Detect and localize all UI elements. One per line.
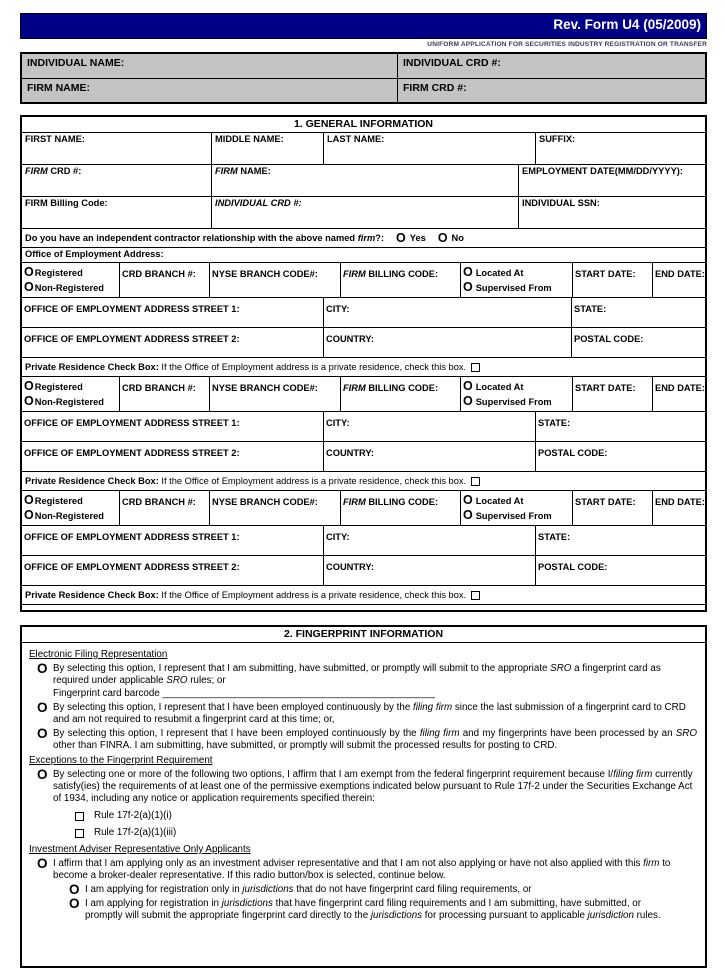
state-label: STATE:: [538, 418, 571, 428]
rule-17f2-iii-checkbox[interactable]: [75, 829, 84, 838]
last-name-field[interactable]: [323, 133, 535, 164]
private-residence-row: [22, 586, 705, 605]
end-date-field[interactable]: [652, 491, 705, 525]
nyse-branch-field[interactable]: [209, 491, 340, 525]
individual-crd-field[interactable]: [211, 197, 518, 228]
start-date-label: START DATE:: [575, 497, 636, 507]
no-radio[interactable]: O: [437, 230, 448, 246]
located-at-radio[interactable]: O: [463, 492, 473, 508]
yes-label: Yes: [409, 233, 426, 243]
country-label: COUNTRY:: [326, 448, 375, 458]
non-registered-radio[interactable]: O: [24, 507, 34, 523]
firm-crd-field[interactable]: [398, 79, 705, 102]
firm-crd-label: FIRM CRD #:: [403, 82, 467, 94]
no-label: No: [451, 233, 464, 243]
city-field[interactable]: [323, 298, 571, 327]
city-label: CITY:: [326, 532, 350, 542]
nyse-branch-label: NYSE BRANCH CODE#:: [212, 497, 318, 507]
option2-text: By selecting this option, I represent that I have been employed continuously by the filing firm since the last submission of a fingerprint card to CRD and am not required to resubmit a fingerprint card at this time; or,: [53, 702, 686, 725]
individual-crd-label: INDIVIDUAL CRD #:: [215, 198, 302, 208]
adviser-option: [29, 858, 699, 882]
yes-radio[interactable]: O: [396, 230, 406, 246]
option3-text: By selecting this option, I represent that I have been employed continuously by the filing firm and my fingerprints have been processed by an SRO other than FINRA. I am submitting, have submitted, or promptly will submit the processed results for posting to CRD.: [53, 728, 697, 751]
supervised-from-label: Supervised From: [475, 510, 552, 521]
rule-17f2-iii-row: [75, 827, 699, 839]
employment-date-label: EMPLOYMENT DATE(MM/DD/YYYY):: [522, 166, 683, 176]
exemption-radio[interactable]: O: [37, 767, 48, 782]
registered-radio[interactable]: O: [24, 378, 34, 394]
registered-label: Registered: [34, 495, 83, 506]
registration-type-cell: [22, 377, 119, 411]
option1-text: By selecting this option, I represent that I am submitting, have submitted, or promptly will submit to the appropriate SRO a fingerprint card as required under applicable SRO rules; or: [53, 663, 661, 686]
crd-branch-label: CRD BRANCH #:: [122, 269, 196, 279]
located-at-label: Located At: [475, 495, 524, 506]
firm-billing-code-field[interactable]: [22, 197, 211, 228]
firm-billing-code-label: FIRM BILLING CODE:: [343, 269, 439, 279]
individual-name-label: INDIVIDUAL NAME:: [27, 57, 125, 69]
street2-label: OFFICE OF EMPLOYMENT ADDRESS STREET 2:: [24, 562, 240, 572]
private-residence-text: Private Residence Check Box: If the Office of Employment address is a private residence, check this box.: [25, 590, 467, 600]
branch-row: [22, 263, 705, 298]
supervised-from-label: Supervised From: [475, 282, 552, 293]
end-date-field[interactable]: [652, 263, 705, 297]
end-date-field[interactable]: [652, 377, 705, 411]
branch-row: [22, 491, 705, 526]
postal-label: POSTAL CODE:: [538, 448, 608, 458]
fingerprint-option-2: [29, 702, 699, 726]
non-registered-label: Non-Registered: [34, 396, 104, 407]
country-field[interactable]: [323, 442, 535, 471]
street1-row: [22, 412, 705, 442]
rule-17f2-i-checkbox[interactable]: [75, 812, 84, 821]
street1-field[interactable]: [22, 526, 323, 555]
private-residence-row: [22, 472, 705, 491]
end-date-label: END DATE:: [655, 269, 705, 279]
country-field[interactable]: [323, 328, 571, 357]
individual-name-field[interactable]: [22, 54, 398, 78]
crd-branch-label: CRD BRANCH #:: [122, 497, 196, 507]
sub-option2-radio[interactable]: O: [69, 896, 80, 911]
adviser-sub-option-1: [61, 884, 699, 896]
individual-crd-label: INDIVIDUAL CRD #:: [403, 57, 501, 69]
adviser-text: I affirm that I am applying only as an investment adviser representative and that I am not also applying or have not also applied with this firm to become a broker-dealer representative. If this radio button/box is selected, continue below.: [53, 858, 671, 881]
street2-row: [22, 556, 705, 586]
firm-billing-code-field[interactable]: [340, 263, 460, 297]
form-title-bar: [20, 13, 707, 39]
located-at-radio[interactable]: O: [463, 264, 473, 280]
fingerprint-option-3: [29, 728, 699, 752]
individual-crd-field[interactable]: [398, 54, 705, 78]
street2-label: OFFICE OF EMPLOYMENT ADDRESS STREET 2:: [24, 334, 240, 344]
nyse-branch-label: NYSE BRANCH CODE#:: [212, 383, 318, 393]
start-date-label: START DATE:: [575, 269, 636, 279]
located-at-label: Located At: [475, 381, 524, 392]
street2-label: OFFICE OF EMPLOYMENT ADDRESS STREET 2:: [24, 448, 240, 458]
empty-row: [22, 605, 705, 610]
sub-option1-radio[interactable]: O: [69, 882, 80, 897]
state-field[interactable]: [535, 526, 705, 555]
form-subtitle: UNIFORM APPLICATION FOR SECURITIES INDUSTRY REGISTRATION OR TRANSFER: [427, 41, 707, 48]
location-type-cell: [460, 263, 572, 297]
private-residence-text: Private Residence Check Box: If the Office of Employment address is a private residence, check this box.: [25, 362, 467, 372]
contractor-question: Do you have an independent contractor relationship with the above named firm?:: [25, 233, 385, 243]
rule-17f2-i-label: Rule 17f-2(a)(1)(i): [94, 810, 172, 821]
end-date-label: END DATE:: [655, 383, 705, 393]
non-registered-radio[interactable]: O: [24, 393, 34, 409]
firm-crd-label: FIRM CRD #:: [25, 166, 82, 176]
table-row: [22, 78, 705, 102]
table-row: [22, 54, 705, 78]
postal-field[interactable]: [535, 442, 705, 471]
location-type-cell: [460, 491, 572, 525]
street1-label: OFFICE OF EMPLOYMENT ADDRESS STREET 1:: [24, 304, 240, 314]
firm-billing-code-field[interactable]: [340, 491, 460, 525]
firm-crd-field[interactable]: [22, 165, 211, 196]
non-registered-radio[interactable]: O: [24, 279, 34, 295]
suffix-field[interactable]: [535, 133, 705, 164]
identification-table: [20, 52, 707, 104]
street1-label: OFFICE OF EMPLOYMENT ADDRESS STREET 1:: [24, 532, 240, 542]
street1-field[interactable]: [22, 298, 323, 327]
registration-type-cell: [22, 263, 119, 297]
non-registered-label: Non-Registered: [34, 510, 104, 521]
registered-label: Registered: [34, 267, 83, 278]
private-residence-text: Private Residence Check Box: If the Office of Employment address is a private residence, check this box.: [25, 476, 467, 486]
street2-row: [22, 442, 705, 472]
exceptions-heading: Exceptions to the Fingerprint Requirement: [29, 755, 213, 766]
located-at-label: Located At: [475, 267, 524, 278]
private-residence-checkbox[interactable]: [471, 477, 480, 486]
country-label: COUNTRY:: [326, 334, 375, 344]
first-name-label: FIRST NAME:: [25, 134, 85, 144]
country-field[interactable]: [323, 556, 535, 585]
street2-field[interactable]: [22, 442, 323, 471]
firm-billing-code-label: FIRM BILLING CODE:: [343, 383, 439, 393]
registered-radio[interactable]: O: [24, 264, 34, 280]
option1-text-wrap: [53, 663, 699, 700]
located-at-radio[interactable]: O: [463, 378, 473, 394]
firm-name-label: FIRM NAME:: [27, 82, 90, 94]
address-block-1: [22, 263, 705, 377]
start-date-field[interactable]: [572, 491, 652, 525]
street1-field[interactable]: [22, 412, 323, 441]
supervised-from-radio[interactable]: O: [463, 393, 473, 409]
option2-radio[interactable]: O: [37, 700, 48, 715]
registered-label: Registered: [34, 381, 83, 392]
barcode-label: Fingerprint card barcode: [53, 688, 163, 699]
supervised-from-radio[interactable]: O: [463, 507, 473, 523]
sub-option1-text: I am applying for registration only in jurisdictions that do not have fingerprint card filing requirements, or: [85, 884, 532, 895]
investment-adviser-heading: Investment Adviser Representative Only Applicants: [29, 844, 251, 855]
firm-billing-code-label: FIRM BILLING CODE:: [343, 497, 439, 507]
firm-name-field[interactable]: [22, 79, 398, 102]
exemption-option: [29, 769, 699, 805]
start-date-field[interactable]: [572, 377, 652, 411]
nyse-branch-field[interactable]: [209, 377, 340, 411]
postal-field[interactable]: [571, 328, 705, 357]
country-label: COUNTRY:: [326, 562, 375, 572]
state-label: STATE:: [538, 532, 571, 542]
firm-billing-code-label: FIRM Billing Code:: [25, 198, 108, 208]
street2-field[interactable]: [22, 556, 323, 585]
suffix-label: SUFFIX:: [539, 134, 576, 144]
street2-row: [22, 328, 705, 358]
firm-name-label: FIRM NAME:: [215, 166, 271, 176]
nyse-branch-label: NYSE BRANCH CODE#:: [212, 269, 318, 279]
barcode-line: [53, 688, 697, 700]
rule-17f2-iii-label: Rule 17f-2(a)(1)(iii): [94, 827, 177, 838]
office-address-header: Office of Employment Address:: [22, 248, 705, 263]
section-fingerprint-information: [20, 625, 707, 968]
registration-type-cell: [22, 491, 119, 525]
city-label: CITY:: [326, 304, 350, 314]
end-date-label: END DATE:: [655, 497, 705, 507]
supervised-from-label: Supervised From: [475, 396, 552, 407]
street1-label: OFFICE OF EMPLOYMENT ADDRESS STREET 1:: [24, 418, 240, 428]
contractor-question-row: [22, 229, 705, 248]
last-name-label: LAST NAME:: [327, 134, 385, 144]
branch-row: [22, 377, 705, 412]
street2-field[interactable]: [22, 328, 323, 357]
option3-radio[interactable]: O: [37, 726, 48, 741]
middle-name-label: MIDDLE NAME:: [215, 134, 284, 144]
adviser-sub-option-2: [61, 898, 699, 922]
fingerprint-option-1: [29, 663, 699, 700]
section-2-title: 2. FINGERPRINT INFORMATION: [22, 627, 705, 643]
start-date-label: START DATE:: [575, 383, 636, 393]
start-date-field[interactable]: [572, 263, 652, 297]
state-field[interactable]: [535, 412, 705, 441]
firm-name-field[interactable]: [211, 165, 518, 196]
exemption-text: By selecting one or more of the following two options, I affirm that I am exempt from the federal fingerprint requirement because I/filing firm currently satisfy(ies) the requirements of at least one of the permissive exemptions indicated below pursuant to Rule 17f-2 under the Securities Exchange Act of 1934, including any notice or application requirements specified therein:: [53, 769, 693, 804]
individual-ssn-label: INDIVIDUAL SSN:: [522, 198, 600, 208]
employment-date-field[interactable]: [518, 165, 705, 196]
location-type-cell: [460, 377, 572, 411]
address-block-2: [22, 377, 705, 491]
section-general-information: [20, 115, 707, 612]
name-row: [22, 133, 705, 165]
postal-label: POSTAL CODE:: [574, 334, 644, 344]
state-label: STATE:: [574, 304, 607, 314]
supervised-from-radio[interactable]: O: [463, 279, 473, 295]
private-residence-checkbox[interactable]: [471, 591, 480, 600]
private-residence-checkbox[interactable]: [471, 363, 480, 372]
billing-row: [22, 197, 705, 229]
city-field[interactable]: [323, 412, 535, 441]
barcode-input[interactable]: __________________________________________________: [162, 688, 435, 699]
state-field[interactable]: [571, 298, 705, 327]
postal-label: POSTAL CODE:: [538, 562, 608, 572]
nyse-branch-field[interactable]: [209, 263, 340, 297]
registered-radio[interactable]: O: [24, 492, 34, 508]
adviser-radio[interactable]: O: [37, 856, 48, 871]
postal-field[interactable]: [535, 556, 705, 585]
sub-option2-text: I am applying for registration in jurisdictions that have fingerprint card filing requirements and I am submitting, have submitted, or promptly will submit the appropriate fingerprint card directly to the jurisdictions for processing pursuant to applicable jurisdiction rules.: [85, 898, 661, 921]
city-field[interactable]: [323, 526, 535, 555]
option1-radio[interactable]: O: [37, 661, 48, 676]
private-residence-row: [22, 358, 705, 377]
first-name-field[interactable]: [22, 133, 211, 164]
crd-branch-label: CRD BRANCH #:: [122, 383, 196, 393]
street1-row: [22, 526, 705, 556]
individual-ssn-field[interactable]: [518, 197, 705, 228]
firm-billing-code-field[interactable]: [340, 377, 460, 411]
fingerprint-content: [22, 643, 705, 922]
section-1-title: 1. GENERAL INFORMATION: [22, 117, 705, 133]
address-block-3: [22, 491, 705, 605]
middle-name-field[interactable]: [211, 133, 323, 164]
electronic-filing-heading: Electronic Filing Representation: [29, 649, 168, 660]
crd-branch-field[interactable]: [119, 263, 209, 297]
crd-branch-field[interactable]: [119, 491, 209, 525]
rule-17f2-i-row: [75, 810, 699, 822]
non-registered-label: Non-Registered: [34, 282, 104, 293]
city-label: CITY:: [326, 418, 350, 428]
crd-branch-field[interactable]: [119, 377, 209, 411]
form-title: Rev. Form U4 (05/2009): [553, 17, 701, 32]
street1-row: [22, 298, 705, 328]
firm-row: [22, 165, 705, 197]
